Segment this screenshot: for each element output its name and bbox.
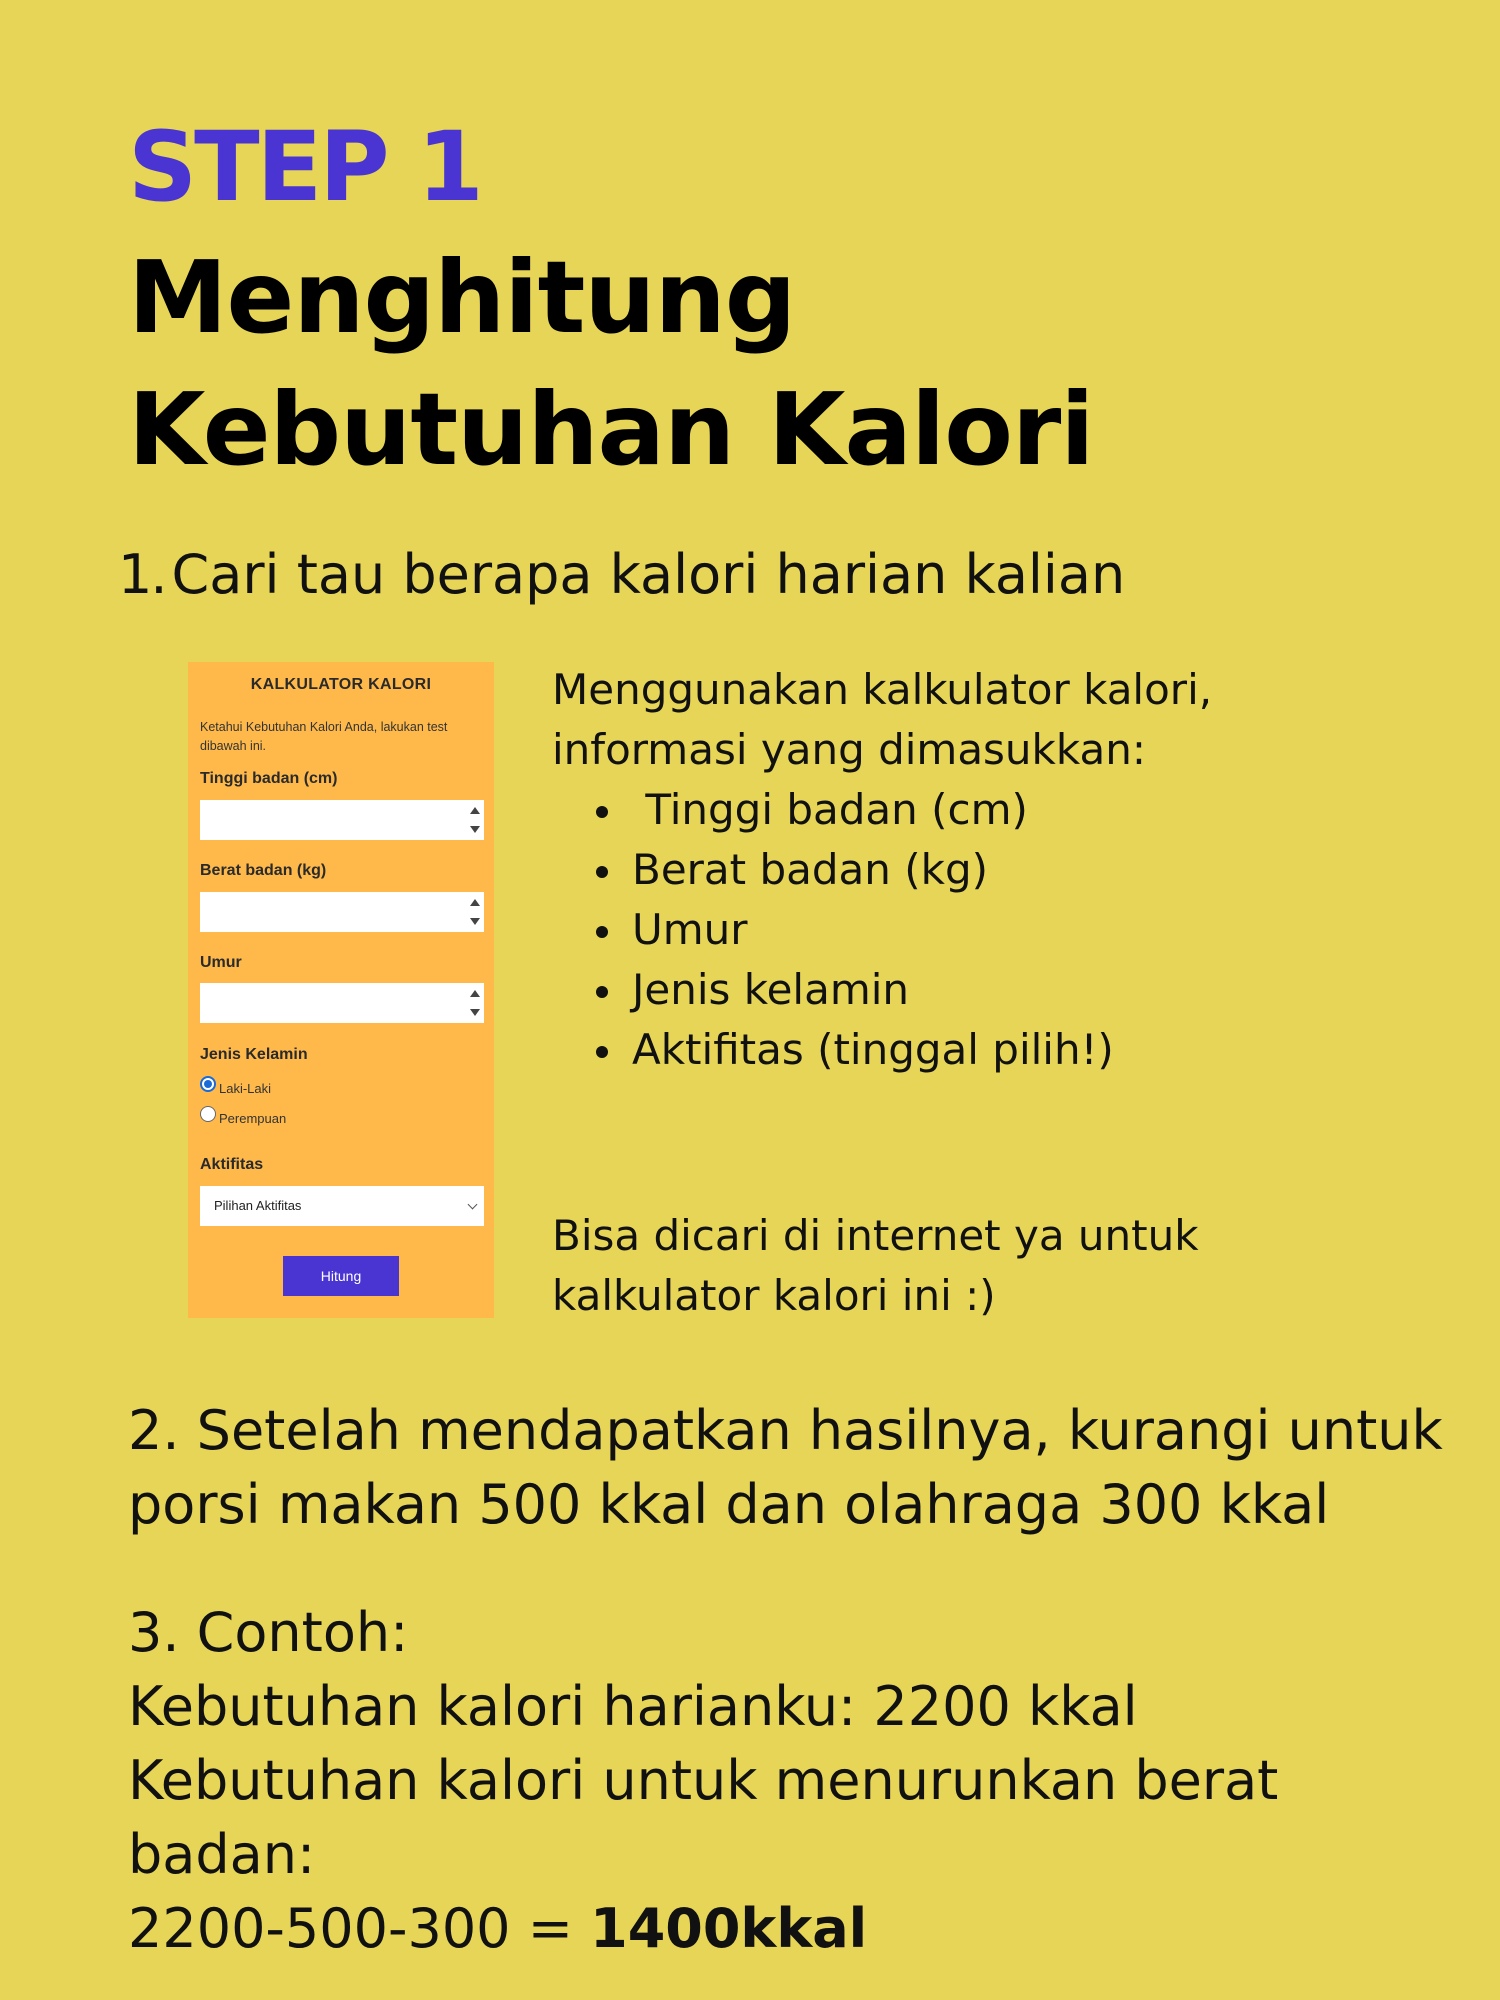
page-title-line-2: Kebutuhan Kalori [128,371,1094,488]
stepper-down-icon[interactable] [470,918,480,925]
list-item: Jenis kelamin [632,960,1452,1020]
activity-select-value: Pilihan Aktifitas [214,1198,302,1213]
calculation-formula: 2200-500-300 = [128,1897,591,1960]
instruction-item-3-line-3: Kebutuhan kalori untuk menurunkan berat badan: [128,1749,1279,1886]
stepper-up-icon[interactable] [470,899,480,906]
search-note-line-1: Bisa dicari di internet ya untuk [552,1211,1199,1260]
instruction-item-1-number: 1. [118,543,166,606]
radio-unchecked-icon[interactable] [200,1106,216,1122]
activity-select[interactable] [200,1186,484,1226]
instruction-item-3-line-2: Kebutuhan kalori harianku: 2200 kkal [128,1675,1138,1738]
search-note [552,1206,1452,1326]
activity-label: Aktifitas [200,1156,264,1173]
instruction-item-3-line-4 [128,1892,1468,1966]
instruction-item-3 [128,1596,1468,1966]
age-input[interactable] [200,983,484,1023]
instruction-item-1 [118,540,1125,610]
instruction-item-2-line-1: 2. Setelah mendapatkan hasilnya, kurangi untuk [128,1399,1443,1462]
height-input[interactable] [200,800,484,840]
calculator-title: KALKULATOR KALORI [250,676,432,693]
calculator-explanation [552,660,1452,1080]
list-item: Tinggi badan (cm) [632,780,1452,840]
age-label: Umur [200,954,242,971]
gender-option-male[interactable] [200,1080,271,1096]
instruction-item-1-text: Cari tau berapa kalori harian kalian [171,543,1126,606]
radio-checked-icon[interactable] [200,1076,216,1092]
gender-option-female[interactable] [200,1110,286,1126]
instruction-item-2-line-2: porsi makan 500 kkal dan olahraga 300 kkal [128,1473,1330,1536]
search-note-line-2: kalkulator kalori ini :) [552,1271,996,1320]
page-title-line-1: Menghitung [128,239,796,356]
chevron-down-icon [468,1200,478,1210]
height-label: Tinggi badan (cm) [200,770,338,787]
calculator-description: Ketahui Kebutuhan Kalori Anda, lakukan test dibawah ini. [200,720,448,753]
gender-option-female-label: Perempuan [219,1110,287,1126]
list-item: Umur [632,900,1452,960]
explanation-intro-line-1: Menggunakan kalkulator kalori, [552,665,1213,714]
gender-label: Jenis Kelamin [200,1046,308,1063]
instruction-item-3-line-1: 3. Contoh: [128,1601,409,1664]
calorie-calculator-screenshot [188,662,494,1318]
instruction-item-2 [128,1394,1468,1542]
weight-label: Berat badan (kg) [200,862,327,879]
input-fields-list [552,780,1452,1080]
height-stepper[interactable] [468,802,482,838]
stepper-down-icon[interactable] [470,826,480,833]
explanation-intro-line-2: informasi yang dimasukkan: [552,725,1146,774]
stepper-up-icon[interactable] [470,990,480,997]
age-stepper[interactable] [468,985,482,1021]
stepper-down-icon[interactable] [470,1009,480,1016]
weight-stepper[interactable] [468,894,482,930]
list-item: Aktifitas (tinggal pilih!) [632,1020,1452,1080]
weight-input[interactable] [200,892,484,932]
list-item: Berat badan (kg) [632,840,1452,900]
page-title [128,232,1094,496]
calculate-button[interactable]: Hitung [283,1256,399,1296]
step-label: STEP 1 [128,111,481,223]
stepper-up-icon[interactable] [470,807,480,814]
calculation-result: 1400kkal [590,1897,868,1960]
gender-option-male-label: Laki-Laki [219,1080,272,1096]
